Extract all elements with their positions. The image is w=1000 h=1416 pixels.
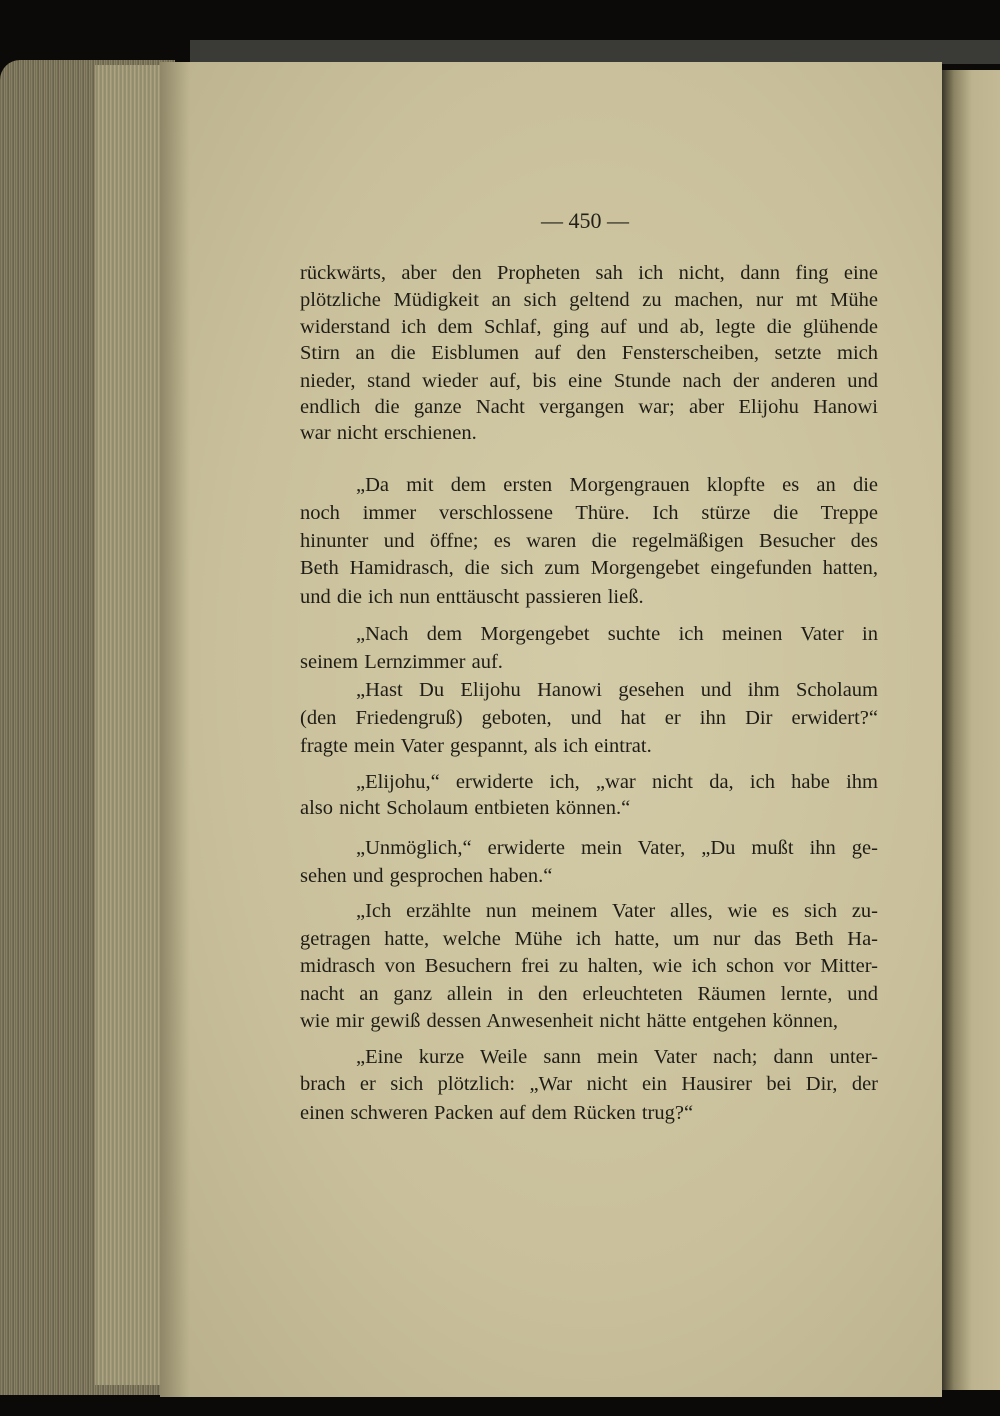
- text-line: widerstand ich dem Schlaf, ging auf und ab, legte die glühende: [300, 316, 878, 338]
- text-line: noch immer verschlossene Thüre. Ich stürze die Treppe: [300, 502, 878, 524]
- text-line: fragte mein Vater gespannt, als ich eintrat.: [300, 735, 652, 757]
- text-line: seinem Lernzimmer auf.: [300, 651, 503, 673]
- text-line: „Hast Du Elijohu Hanowi gesehen und ihm Scholaum: [356, 679, 878, 701]
- book-page-edges-inner: [95, 65, 170, 1385]
- page-number: — 450 —: [541, 208, 629, 233]
- text-line: war nicht erschienen.: [300, 422, 477, 444]
- text-line: midrasch von Besuchern frei zu halten, wie ich schon vor Mitter-: [300, 955, 878, 977]
- book-cover-top: [190, 40, 1000, 64]
- text-line: endlich die ganze Nacht vergangen war; aber Elijohu Hanowi: [300, 396, 878, 418]
- text-line: getragen hatte, welche Mühe ich hatte, um nur das Beth Ha-: [300, 928, 878, 950]
- text-line: also nicht Scholaum entbieten können.“: [300, 797, 631, 819]
- text-line: einen schweren Packen auf dem Rücken trug?“: [300, 1102, 694, 1124]
- text-line: (den Friedengruß) geboten, und hat er ihn Dir erwidert?“: [300, 707, 878, 729]
- text-line: hinunter und öffne; es waren die regelmäßigen Besucher des: [300, 530, 878, 552]
- facing-page-edge: [942, 70, 1000, 1390]
- page-gutter-shadow: [160, 62, 190, 1397]
- text-line: „Nach dem Morgengebet suchte ich meinen Vater in: [356, 623, 878, 645]
- text-line: und die ich nun enttäuscht passieren ließ.: [300, 586, 644, 608]
- text-line: „Eine kurze Weile sann mein Vater nach; dann unter-: [356, 1046, 878, 1068]
- text-line: „Ich erzählte nun meinem Vater alles, wie es sich zu-: [356, 900, 878, 922]
- text-line: „Da mit dem ersten Morgengrauen klopfte es an die: [356, 474, 878, 496]
- text-line: „Elijohu,“ erwiderte ich, „war nicht da, ich habe ihm: [356, 771, 878, 793]
- text-line: Stirn an die Eisblumen auf den Fensterscheiben, setzte mich: [300, 342, 878, 364]
- text-line: nacht an ganz allein in den erleuchteten Räumen lernte, und: [300, 983, 878, 1005]
- text-line: sehen und gesprochen haben.“: [300, 865, 553, 887]
- text-line: wie mir gewiß dessen Anwesenheit nicht hätte entgehen können,: [300, 1010, 839, 1032]
- text-line: nieder, stand wieder auf, bis eine Stunde nach der anderen und: [300, 370, 878, 392]
- text-line: plötzliche Müdigkeit an sich geltend zu machen, nur mt Mühe: [300, 289, 878, 311]
- text-line: „Unmöglich,“ erwiderte mein Vater, „Du mußt ihn ge-: [356, 837, 878, 859]
- text-line: Beth Hamidrasch, die sich zum Morgengebet eingefunden hatten,: [300, 557, 878, 579]
- text-line: brach er sich plötzlich: „War nicht ein Hausirer bei Dir, der: [300, 1073, 878, 1095]
- text-line: rückwärts, aber den Propheten sah ich nicht, dann fing eine: [300, 262, 878, 284]
